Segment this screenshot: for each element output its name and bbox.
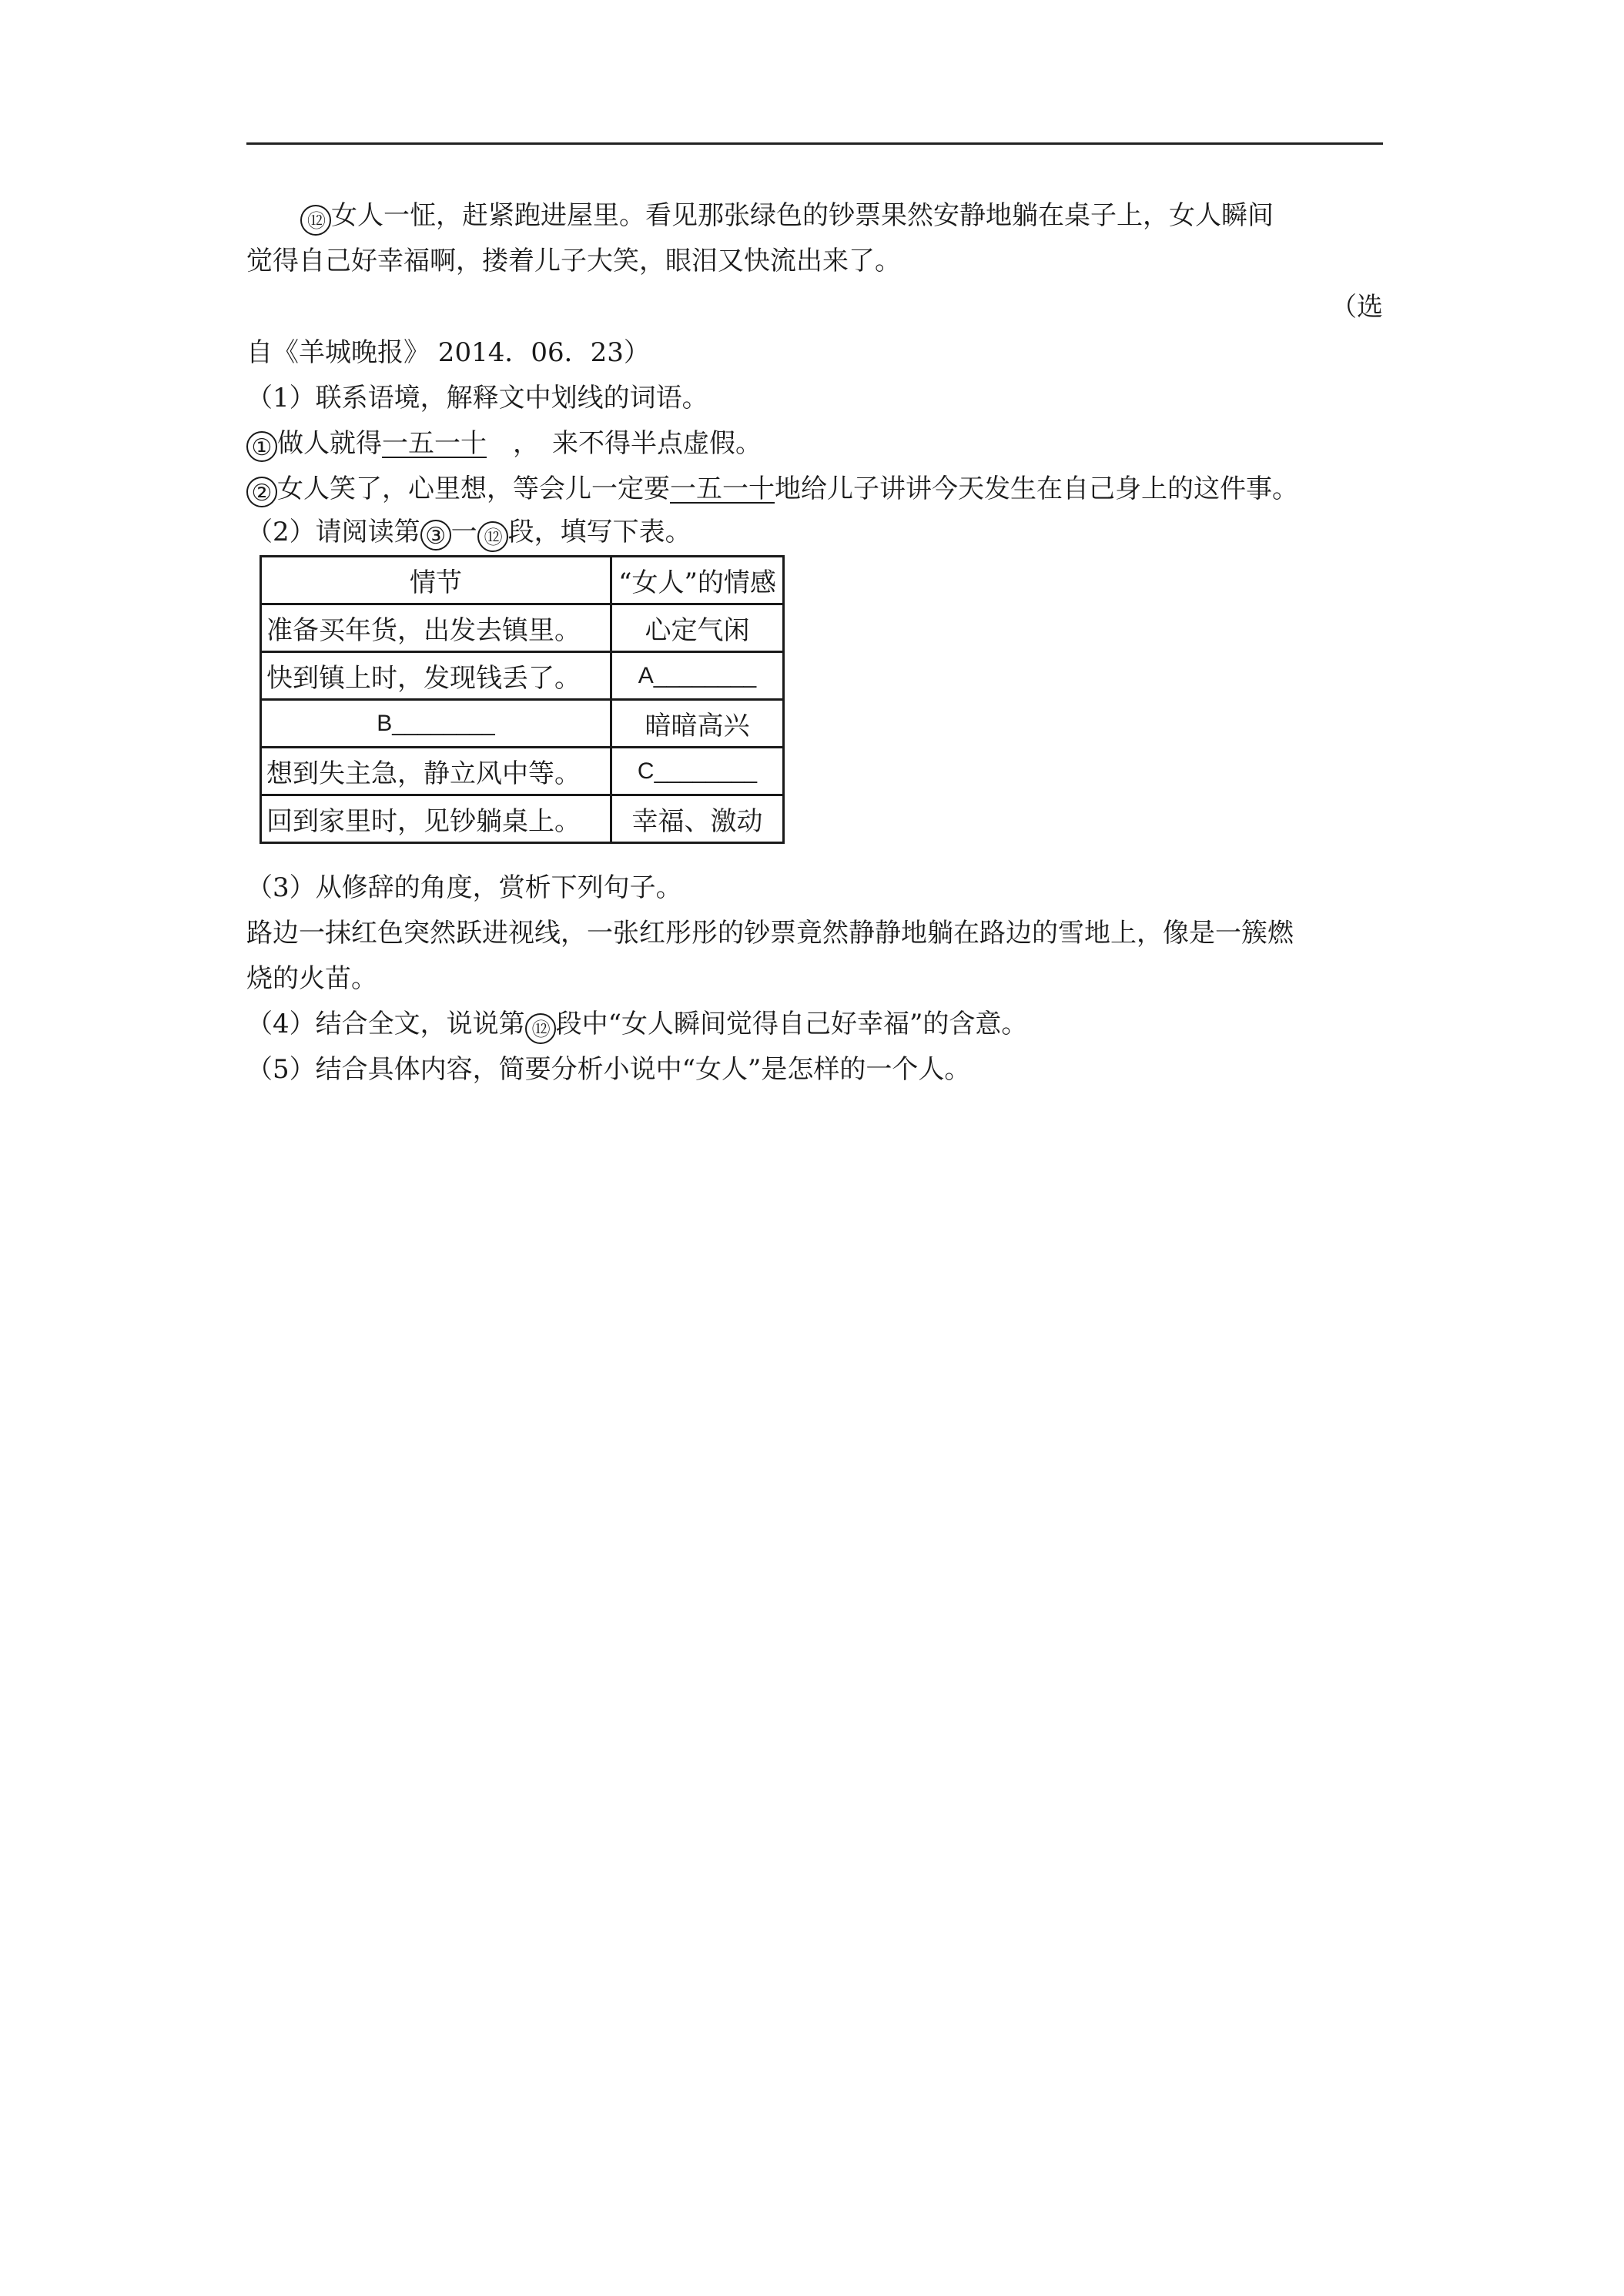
table-cell-emotion: 暗暗高兴 [611,700,784,748]
table-cell-plot: 快到镇上时，发现钱丢了。 [261,652,611,700]
question-3-sentence-line-1: 路边一抹红色突然跃进视线，一张红彤彤的钞票竟然静静地躺在路边的雪地上，像是一簇燃 [246,918,1294,949]
item-text-post: 地给儿子讲讲今天发生在自己身上的这件事。 [775,474,1298,504]
table-row [261,652,784,700]
item-text-post: ， 来不得半点虚假。 [487,428,762,459]
paragraph-12-line-1 [300,199,1383,236]
paragraph-12-line-2: 觉得自己好幸福啊，搂着儿子大笑，眼泪又快流出来了。 [246,246,901,276]
table-cell-plot: 想到失主急，静立风中等。 [261,748,611,795]
header-rule [246,142,1383,145]
prompt-text-post: 段中“女人瞬间觉得自己好幸福”的含意。 [555,1009,1028,1039]
underlined-term: 一五一十 [670,474,775,504]
table-row [261,748,784,795]
question-3-prompt: （3）从修辞的角度，赏析下列句子。 [246,872,682,903]
item-marker: ② [246,477,277,507]
question-1-item-1 [246,427,1383,462]
source-line-2: 自《羊城晚报》 2014．06．23） [246,337,650,368]
plot-emotion-table [260,555,785,844]
question-2-prompt [246,515,1383,552]
table-cell-plot: 回到家里时，见钞躺桌上。 [261,795,611,843]
item-marker: ① [246,431,277,462]
paragraph-marker: ⑫ [525,1013,556,1044]
item-text-pre: 女人笑了，心里想，等会儿一定要 [277,474,670,504]
table-row [261,795,784,843]
question-1-prompt: （1）联系语境，解释文中划线的词语。 [246,383,708,413]
table-row [261,604,784,652]
prompt-text-mid: 一 [450,517,477,547]
question-5-prompt: （5）结合具体内容，简要分析小说中“女人”是怎样的一个人。 [246,1054,971,1085]
underlined-term: 一五一十 [382,428,487,459]
prompt-text-pre: （2）请阅读第 [246,517,420,547]
table-cell-plot: 准备买年货，出发去镇里。 [261,604,611,652]
table-cell-emotion: 幸福、激动 [611,795,784,843]
table-cell-blank-c: C________ [611,748,784,795]
table-header-row [261,557,784,604]
table-row [261,700,784,748]
table-header-plot: 情节 [261,557,611,604]
table-cell-blank-a: A________ [611,652,784,700]
table-cell-blank-b: B________ [261,700,611,748]
prompt-text-pre: （4）结合全文，说说第 [246,1009,525,1039]
table-header-emotion: “女人”的情感 [611,557,784,604]
paragraph-marker-start: ③ [420,520,451,551]
paragraph-marker-end: ⑫ [477,521,508,552]
question-1-item-2 [246,472,1383,507]
table-cell-emotion: 心定气闲 [611,604,784,652]
paragraph-text: 女人一怔，赶紧跑进屋里。看见那张绿色的钞票果然安静地躺在桌子上，女人瞬间 [331,200,1274,231]
paragraph-number-marker: ⑫ [300,205,331,236]
item-text-pre: 做人就得 [277,428,382,459]
question-4-prompt [246,1007,1383,1044]
prompt-text-post: 段，填写下表。 [507,517,691,547]
question-3-sentence-line-2: 烧的火苗。 [246,963,377,994]
source-line-1: （选 [1331,292,1383,323]
